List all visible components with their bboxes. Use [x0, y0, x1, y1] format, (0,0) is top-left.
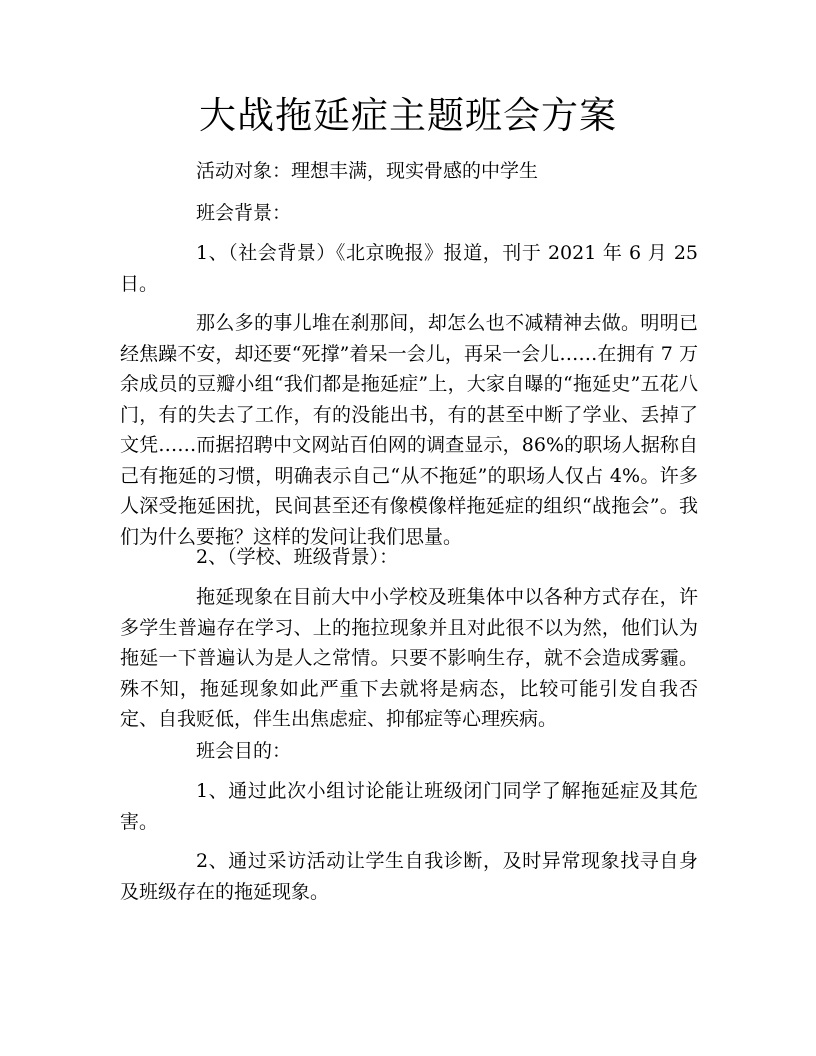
paragraph-background-heading: 班会背景： — [196, 202, 292, 224]
paragraph-school-background: 2、（学校、班级背景）： — [196, 546, 399, 568]
paragraph-social-detail: 那么多的事儿堆在刹那间，却怎么也不减精神去做。明明已经焦躁不安，却还要“死撑”着呆一会儿，再呆一会儿……在拥有 7 万余成员的豆瓣小组“我们都是拖延症”上，大家自曝的“拖延史”五花八门，有的失去了工作，有的没能出书，有的甚至中断了学业、丢掉了文凭……而据招聘中文网站百伯网的调查显示，86%的职场人据称自己有拖延的习惯，明确表示自己“从不拖延”的职场人仅占 4%。许多人深受拖延困扰，民间甚至还有像模像样拖延症的组织“战拖会”。我们为什么要拖？这样的发问让我们思量。 — [120, 312, 698, 548]
document-title: 大战拖延症主题班会方案 — [199, 94, 617, 137]
paragraph-audience: 活动对象：理想丰满，现实骨感的中学生 — [196, 160, 539, 182]
paragraph-purpose-1: 1、通过此次小组讨论能让班级闭门同学了解拖延症及其危害。 — [120, 780, 698, 833]
paragraph-social-background: 1、（社会背景）《北京晚报》报道，刊于 2021 年 6 月 25 日。 — [120, 242, 698, 295]
paragraph-purpose-heading: 班会目的： — [196, 740, 292, 762]
paragraph-school-detail: 拖延现象在目前大中小学校及班集体中以各种方式存在，许多学生普遍存在学习、上的拖拉现象并且对此很不以为然，他们认为拖延一下普遍认为是人之常情。只要不影响生存，就不会造成雾霾。殊不知，拖延现象如此严重下去就将是病态，比较可能引发自我否定、自我贬低，伴生出焦虑症、抑郁症等心理疾病。 — [120, 586, 698, 730]
paragraph-purpose-2: 2、通过采访活动让学生自我诊断，及时异常现象找寻自身及班级存在的拖延现象。 — [120, 850, 698, 903]
